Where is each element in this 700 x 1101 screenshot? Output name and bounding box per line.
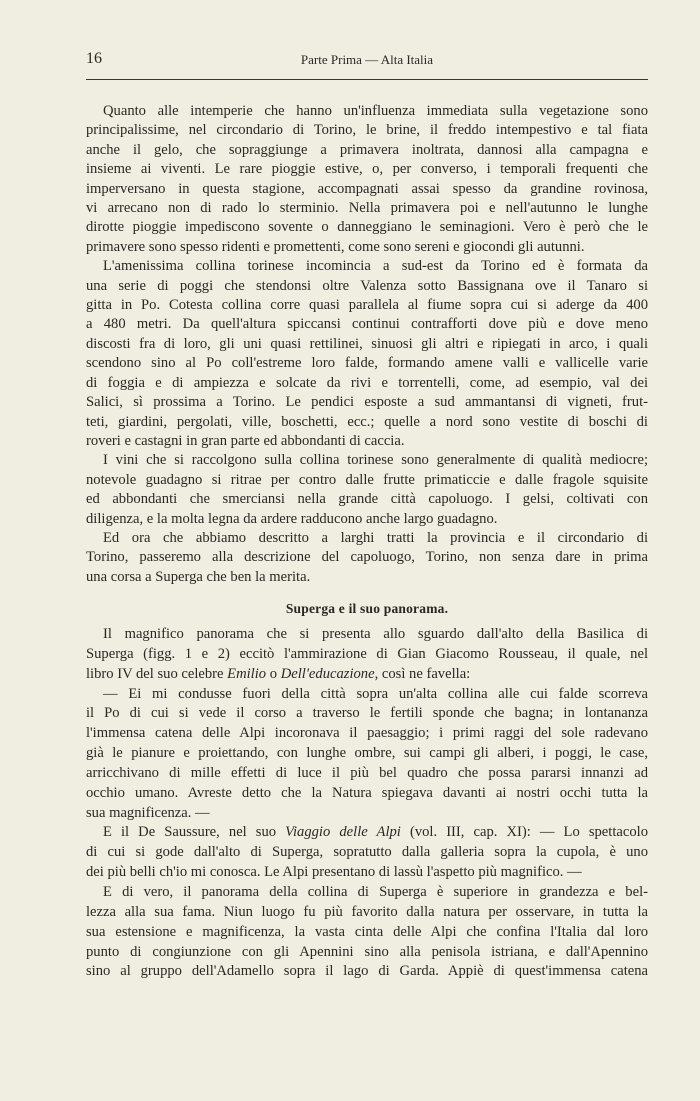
text-line: dei più belli ch'io mi conosca. Le Alpi presentano di lassù l'aspetto più magnifico. — bbox=[86, 864, 582, 881]
text-line: imperversano in questa stagione, accompagnati assai spesso da grandine rovinosa, bbox=[86, 180, 648, 197]
paragraph-capoluogo bbox=[86, 529, 648, 587]
text-segment: , così ne favella: bbox=[374, 665, 471, 682]
text-segment: (vol. III, cap. XI): — Lo spettacolo bbox=[400, 824, 649, 841]
text-line: — Ei mi condusse fuori della città sopra un'alta collina alle cui falde scorreva bbox=[103, 685, 648, 702]
text-line: ed abbondanti che smerciansi nella grande città capoluogo. I gelsi, coltivati con bbox=[86, 491, 648, 508]
text-line: principalissime, nel circondario di Torino, le brine, il freddo intempestivo e tal fiata bbox=[86, 122, 648, 139]
text-line: scendono sino al Po coll'estreme loro falde, formando amene valli e vallicelle varie bbox=[86, 355, 648, 372]
text-line bbox=[86, 823, 648, 843]
text-line: L'amenissima collina torinese incomincia a sud-est da Torino ed è formata da bbox=[103, 258, 648, 275]
paragraph-saussure-quote bbox=[86, 823, 648, 883]
text-line: occhio umano. Avreste detto che la Natura spiegava davanti ai nostri occhi tutta la bbox=[86, 784, 648, 801]
text-segment: libro IV del suo celebre bbox=[86, 665, 228, 682]
text-line: Superga (figg. 1 e 2) eccitò l'ammirazione di Gian Giacomo Rousseau, il quale, nel bbox=[86, 645, 648, 662]
text-line: dirotte pioggie impediscono sovente o danneggiano le seminagioni. Vero è però che le bbox=[86, 219, 648, 236]
header-rule bbox=[86, 79, 648, 80]
text-line: sino al gruppo dell'Adamello sopra il lago di Garda. Appiè di quest'immensa catena bbox=[86, 963, 648, 980]
paragraph-rousseau-quote bbox=[86, 685, 648, 824]
text-line: lezza alla sua fama. Niun luogo fu più favorito dalla natura per osservare, in tutta la bbox=[86, 903, 648, 920]
paragraph-panorama bbox=[86, 625, 648, 685]
paragraph-collina bbox=[86, 257, 648, 451]
text-line: una corsa a Superga che ben la merita. bbox=[86, 568, 311, 585]
text-line: Salici, sì prossima a Torino. Le pendici esposte a sud ammantansi di vigneti, frut- bbox=[86, 394, 648, 411]
book-title-educazione: Dell'educazione bbox=[280, 665, 375, 682]
text-segment: o bbox=[266, 665, 281, 682]
paragraph-di-vero bbox=[86, 883, 648, 982]
text-line: il Po di cui si vede il corso a traverso le fertili sponde che bagna; in lontananza bbox=[86, 705, 648, 722]
text-line bbox=[86, 665, 648, 685]
section-heading: Superga e il suo panorama. bbox=[285, 601, 449, 616]
text-line: Il magnifico panorama che si presenta allo sguardo dall'alto della Basilica di bbox=[103, 626, 648, 642]
text-line: l'immensa catena delle Alpi incoronava il paesaggio; i primi raggi del sole radevano bbox=[86, 725, 648, 742]
text-line: discosti fra di loro, gli uni quasi rettilinei, sinuosi gli altri e ripiegati in arco, i quali bbox=[86, 335, 648, 352]
text-line: sua estensione e magnificenza, la vasta cinta delle Alpi che confina l'Italia dal loro bbox=[86, 923, 648, 940]
text-line: punto di congiunzione con gli Apennini sino alla penisola istriana, e dall'Apennino bbox=[86, 943, 648, 960]
text-line: arricchivano di mille effetti di luce il più bel quadro che possa pararsi innanzi ad bbox=[86, 764, 648, 781]
running-title: Parte Prima — Alta Italia bbox=[300, 52, 434, 67]
text-line: notevole guadagno si ritrae per contro dalle frutte primaticcie e dalle fragole squisite bbox=[86, 471, 648, 488]
text-line: E di vero, il panorama della collina di Superga è superiore in grandezza e bel- bbox=[103, 883, 648, 900]
page-number: 16 bbox=[86, 50, 102, 67]
text-line: primavere sono spesso ridenti e promettenti, come sono sereni e giocondi gli autunni. bbox=[86, 238, 585, 255]
text-line: I vini che si raccolgono sulla collina torinese sono generalmente di qualità mediocre; bbox=[103, 452, 648, 469]
text-line: a 480 metri. Da quell'altura spiccansi continui contrafforti dove più e dove meno bbox=[86, 316, 648, 333]
text-line: roveri e castagni in gran parte ed abbondanti di caccia. bbox=[86, 432, 405, 449]
text-line: diligenza, e la molta legna da ardere radducono anche largo guadagno. bbox=[86, 510, 498, 527]
text-line: Torino, passeremo alla descrizione del capoluogo, Torino, non senza dare in prima bbox=[86, 549, 648, 566]
text-line: Ed ora che abbiamo descritto a larghi tratti la provincia e il circondario di bbox=[103, 529, 648, 546]
book-title-emilio: Emilio bbox=[227, 665, 267, 682]
text-line: vi arrecano non di rado lo sterminio. Nella primavera poi e nell'autunno le lunghe bbox=[86, 200, 648, 217]
body-text-lower bbox=[86, 625, 648, 982]
book-title-viaggio: Viaggio delle Alpi bbox=[285, 824, 401, 841]
text-line: una serie di poggi che stendonsi oltre Valenza sotto Bassignana ove il Tanaro si bbox=[86, 277, 648, 294]
text-segment: E il De Saussure, nel suo bbox=[103, 824, 286, 841]
text-line: insieme ai viventi. Le rare pioggie estive, o, per converso, i temporali frequenti che bbox=[86, 161, 648, 178]
paragraph-intemperie bbox=[86, 102, 648, 257]
text-line: di cui si gode dall'alto di Superga, sopratutto dalla galleria sopra la cupola, è uno bbox=[86, 844, 648, 861]
paragraph-vini bbox=[86, 451, 648, 529]
text-line: anche il gelo, che sopraggiunge a primavera inoltrata, dannosi alla campagna e bbox=[86, 141, 648, 158]
text-line: sua magnificenza. — bbox=[86, 804, 210, 821]
text-line: già le pianure e proiettando, con lunghe ombre, sui campi gli alberi, i poggi, le case, bbox=[86, 745, 648, 762]
text-line: gitta in Po. Cotesta collina corre quasi parallela al fiume sopra cui si aderge da 400 bbox=[86, 297, 648, 314]
text-line: di foggia e di ampiezza e solcate da rivi e torrentelli, come, ad esempio, val dei bbox=[86, 374, 648, 391]
text-line: Quanto alle intemperie che hanno un'influenza immediata sulla vegetazione sono bbox=[103, 103, 648, 119]
text-line: teti, giardini, pergolati, ville, boschetti, ecc.; quelle a nord sono vestite di boschi di bbox=[86, 413, 648, 430]
body-text-upper bbox=[86, 102, 648, 587]
